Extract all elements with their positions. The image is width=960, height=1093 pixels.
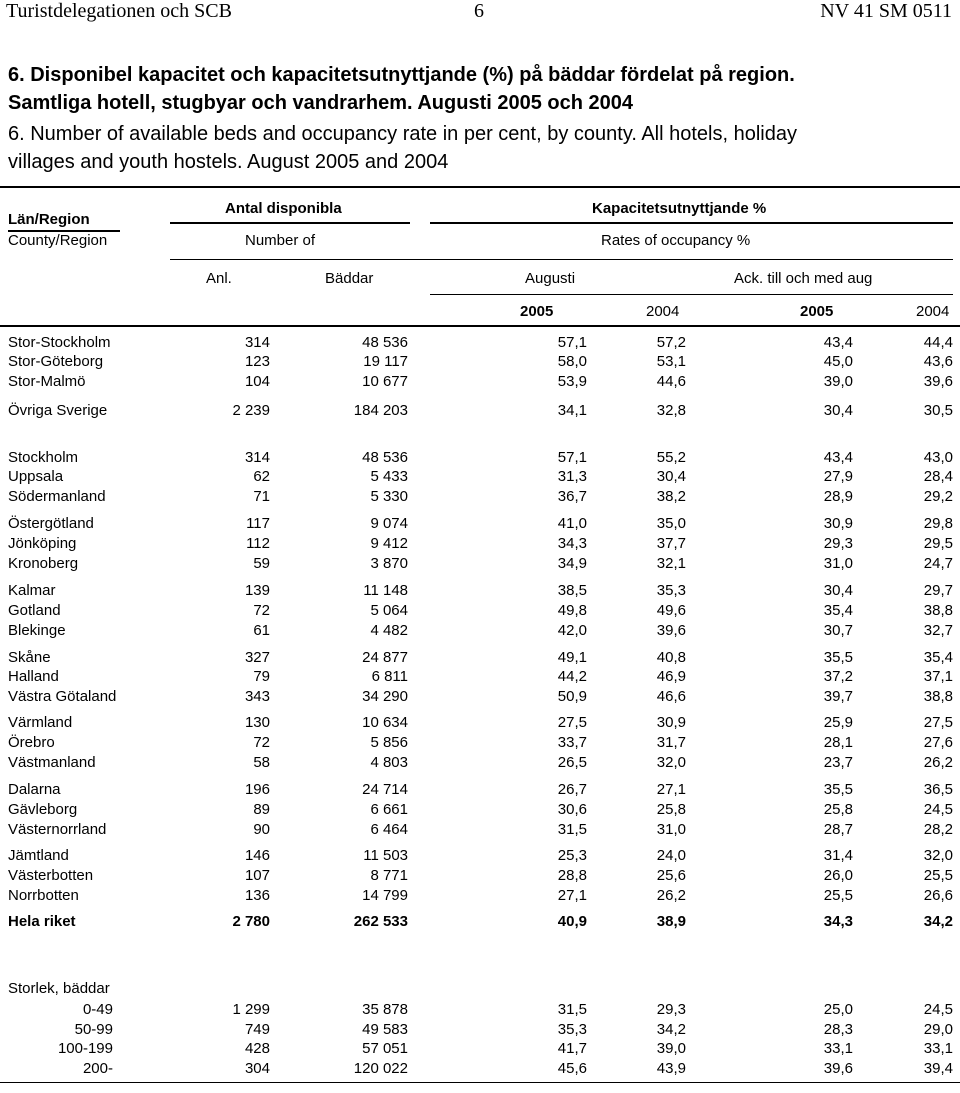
cell-c05: 37,2 <box>823 668 853 685</box>
cell-beds: 8 771 <box>370 867 408 884</box>
cell-a05: 57,1 <box>557 334 587 351</box>
cell-a05: 31,3 <box>557 468 587 485</box>
cell-a04: 32,8 <box>656 402 686 419</box>
table-header-bottom-rule <box>0 325 960 327</box>
cell-c04: 29,5 <box>923 535 953 552</box>
cell-c04: 36,5 <box>923 781 953 798</box>
cell-a05: 53,9 <box>557 373 587 390</box>
cell-c05: 25,8 <box>823 801 853 818</box>
cell-beds: 5 330 <box>370 488 408 505</box>
cell-c05: 30,4 <box>823 402 853 419</box>
cell-beds: 262 533 <box>353 913 408 930</box>
cell-anl: 130 <box>244 714 270 731</box>
title-english-line1: 6. Number of available beds and occupancy rate in per cent, by county. All hotels, holiday <box>8 123 797 145</box>
cell-beds: 6 661 <box>370 801 408 818</box>
row-label: Blekinge <box>8 622 66 639</box>
cell-beds: 10 634 <box>362 714 408 731</box>
title-swedish-line1: 6. Disponibel kapacitet och kapacitetsutnyttjande (%) på bäddar fördelat på region. <box>8 64 795 86</box>
column-header-cum-2005: 2005 <box>800 303 834 320</box>
cell-a04: 32,0 <box>656 754 686 771</box>
cell-c05: 28,3 <box>823 1021 853 1038</box>
cell-c05: 34,3 <box>823 913 853 930</box>
cell-beds: 35 878 <box>362 1001 408 1018</box>
table-top-rule <box>0 186 960 188</box>
cell-anl: 314 <box>244 449 270 466</box>
cell-c05: 31,0 <box>823 555 853 572</box>
cell-a05: 49,8 <box>557 602 587 619</box>
cell-c04: 24,7 <box>923 555 953 572</box>
row-label: Hela riket <box>8 913 76 930</box>
cell-a04: 57,2 <box>656 334 686 351</box>
cell-anl: 104 <box>244 373 270 390</box>
capacity-underline <box>170 222 410 224</box>
cell-c05: 39,6 <box>823 1060 853 1077</box>
cell-anl: 107 <box>244 867 270 884</box>
cell-c05: 25,5 <box>823 887 853 904</box>
cell-beds: 14 799 <box>362 887 408 904</box>
column-header-cum-2004: 2004 <box>916 303 950 320</box>
row-label: Skåne <box>8 649 51 666</box>
cell-a05: 33,7 <box>557 734 587 751</box>
cell-beds: 9 412 <box>370 535 408 552</box>
column-header-region-en: County/Region <box>8 232 108 249</box>
row-label: Kalmar <box>8 582 56 599</box>
cell-beds: 19 117 <box>363 353 408 370</box>
cell-c04: 30,5 <box>923 402 953 419</box>
column-header-aug-2005: 2005 <box>520 303 554 320</box>
cell-a04: 38,2 <box>656 488 686 505</box>
cell-anl: 139 <box>244 582 270 599</box>
cell-c05: 35,5 <box>823 649 853 666</box>
cell-anl: 72 <box>253 602 270 619</box>
cell-c05: 31,4 <box>823 847 853 864</box>
cell-anl: 59 <box>253 555 270 572</box>
row-label: Gävleborg <box>8 801 78 818</box>
cell-c04: 33,1 <box>923 1040 953 1057</box>
row-label: Stor-Malmö <box>8 373 86 390</box>
cell-anl: 112 <box>246 535 270 552</box>
cell-a04: 39,6 <box>656 622 686 639</box>
cell-anl: 1 299 <box>232 1001 270 1018</box>
cell-c05: 23,7 <box>823 754 853 771</box>
row-label: Övriga Sverige <box>8 402 108 419</box>
cell-c04: 28,2 <box>923 821 953 838</box>
cell-a04: 35,0 <box>656 515 686 532</box>
cell-c05: 27,9 <box>823 468 853 485</box>
cell-a04: 32,1 <box>656 555 686 572</box>
cell-a05: 41,7 <box>557 1040 587 1057</box>
column-header-occupancy-sv: Kapacitetsutnyttjande % <box>592 200 767 217</box>
cell-c04: 29,7 <box>923 582 953 599</box>
cell-a04: 26,2 <box>656 887 686 904</box>
cell-a04: 39,0 <box>656 1040 686 1057</box>
cell-c05: 28,9 <box>823 488 853 505</box>
cell-a04: 25,6 <box>656 867 686 884</box>
cell-anl: 136 <box>244 887 270 904</box>
column-header-region-sv: Län/Region <box>8 211 90 228</box>
cell-c04: 32,0 <box>923 847 953 864</box>
cell-c05: 33,1 <box>823 1040 853 1057</box>
cell-anl: 117 <box>246 515 270 532</box>
row-label: Södermanland <box>8 488 106 505</box>
cell-anl: 62 <box>253 468 270 485</box>
cell-anl: 72 <box>253 734 270 751</box>
cell-a04: 30,4 <box>656 468 686 485</box>
cell-c05: 39,0 <box>823 373 853 390</box>
cell-c04: 34,2 <box>923 913 953 930</box>
cell-beds: 48 536 <box>362 449 408 466</box>
row-label: Kronoberg <box>8 555 79 572</box>
cell-c05: 43,4 <box>823 449 853 466</box>
cell-a05: 36,7 <box>557 488 587 505</box>
cell-c05: 43,4 <box>823 334 853 351</box>
cell-c04: 43,0 <box>923 449 953 466</box>
cell-a04: 38,9 <box>656 913 686 930</box>
cell-c05: 30,4 <box>823 582 853 599</box>
row-label: Uppsala <box>8 468 64 485</box>
cell-a04: 37,7 <box>656 535 686 552</box>
cell-anl: 327 <box>244 649 270 666</box>
cell-c04: 29,0 <box>923 1021 953 1038</box>
cell-a04: 53,1 <box>656 353 686 370</box>
cell-a05: 44,2 <box>557 668 587 685</box>
cell-c04: 29,8 <box>923 515 953 532</box>
cell-a05: 45,6 <box>557 1060 587 1077</box>
cell-beds: 4 482 <box>370 622 408 639</box>
cell-a04: 24,0 <box>656 847 686 864</box>
cell-beds: 9 074 <box>370 515 408 532</box>
cell-c04: 24,5 <box>923 1001 953 1018</box>
cell-beds: 6 464 <box>370 821 408 838</box>
cell-c05: 28,7 <box>823 821 853 838</box>
cell-a05: 34,3 <box>557 535 587 552</box>
cell-c04: 27,6 <box>923 734 953 751</box>
row-label: Stor-Stockholm <box>8 334 111 351</box>
header-report-id: NV 41 SM 0511 <box>820 0 952 22</box>
cell-a05: 26,7 <box>557 781 587 798</box>
row-label: Västernorrland <box>8 821 107 838</box>
size-row-label: 100-199 <box>57 1040 113 1057</box>
title-english-line2: villages and youth hostels. August 2005 and 2004 <box>8 151 449 173</box>
row-label: Västra Götaland <box>8 688 117 705</box>
cell-a05: 26,5 <box>557 754 587 771</box>
cell-beds: 5 856 <box>370 734 408 751</box>
column-header-capacity-en: Number of <box>245 232 316 249</box>
cell-a05: 41,0 <box>557 515 587 532</box>
row-label: Västmanland <box>8 754 96 771</box>
cell-a04: 31,0 <box>656 821 686 838</box>
cell-a05: 27,1 <box>557 887 587 904</box>
cell-a04: 55,2 <box>656 449 686 466</box>
cell-anl: 89 <box>253 801 270 818</box>
cell-c05: 29,3 <box>823 535 853 552</box>
row-label: Halland <box>8 668 59 685</box>
cell-c05: 35,4 <box>823 602 853 619</box>
cell-c05: 39,7 <box>823 688 853 705</box>
column-header-beds: Bäddar <box>325 270 374 287</box>
row-label: Värmland <box>8 714 73 731</box>
row-label: Stor-Göteborg <box>8 353 104 370</box>
cell-beds: 24 877 <box>362 649 408 666</box>
cell-anl: 196 <box>244 781 270 798</box>
cell-a04: 25,8 <box>656 801 686 818</box>
row-label: Östergötland <box>8 515 94 532</box>
cell-anl: 314 <box>244 334 270 351</box>
cell-a04: 43,9 <box>656 1060 686 1077</box>
subheader-top-rule <box>170 259 953 260</box>
cell-a04: 44,6 <box>656 373 686 390</box>
row-label: Norrbotten <box>8 887 79 904</box>
cell-beds: 57 051 <box>362 1040 408 1057</box>
size-section-label: Storlek, bäddar <box>8 980 110 997</box>
cell-a05: 58,0 <box>557 353 587 370</box>
column-header-cumulative: Ack. till och med aug <box>734 270 873 287</box>
cell-a04: 35,3 <box>656 582 686 599</box>
cell-a04: 29,3 <box>656 1001 686 1018</box>
row-label: Gotland <box>8 602 61 619</box>
cell-beds: 11 148 <box>363 582 408 599</box>
cell-c04: 29,2 <box>923 488 953 505</box>
cell-a05: 49,1 <box>557 649 587 666</box>
cell-a05: 27,5 <box>557 714 587 731</box>
cell-c04: 44,4 <box>923 334 953 351</box>
column-header-anl: Anl. <box>206 270 232 287</box>
cell-c05: 35,5 <box>823 781 853 798</box>
cell-beds: 6 811 <box>371 668 408 685</box>
cell-c05: 45,0 <box>823 353 853 370</box>
cell-c04: 37,1 <box>923 668 953 685</box>
cell-beds: 11 503 <box>363 847 408 864</box>
cell-a05: 57,1 <box>557 449 587 466</box>
row-label: Jämtland <box>8 847 69 864</box>
cell-anl: 749 <box>244 1021 270 1038</box>
cell-c05: 28,1 <box>823 734 853 751</box>
cell-anl: 428 <box>244 1040 270 1057</box>
cell-beds: 4 803 <box>370 754 408 771</box>
column-header-occupancy-en: Rates of occupancy % <box>601 232 751 249</box>
row-label: Jönköping <box>8 535 77 552</box>
column-header-august: Augusti <box>525 270 576 287</box>
cell-a05: 40,9 <box>557 913 587 930</box>
row-label: Stockholm <box>8 449 79 466</box>
cell-a04: 49,6 <box>656 602 686 619</box>
cell-a04: 46,6 <box>656 688 686 705</box>
cell-anl: 90 <box>253 821 270 838</box>
row-label: Dalarna <box>8 781 61 798</box>
cell-a04: 30,9 <box>656 714 686 731</box>
cell-anl: 61 <box>253 622 270 639</box>
cell-anl: 304 <box>244 1060 270 1077</box>
column-header-aug-2004: 2004 <box>646 303 680 320</box>
cell-a05: 28,8 <box>557 867 587 884</box>
cell-a05: 50,9 <box>557 688 587 705</box>
cell-a05: 31,5 <box>557 1001 587 1018</box>
cell-beds: 5 433 <box>370 468 408 485</box>
cell-anl: 71 <box>253 488 270 505</box>
cell-c04: 39,4 <box>923 1060 953 1077</box>
cell-beds: 5 064 <box>370 602 408 619</box>
cell-beds: 34 290 <box>362 688 408 705</box>
cell-a04: 27,1 <box>656 781 686 798</box>
cell-a04: 34,2 <box>656 1021 686 1038</box>
cell-a05: 25,3 <box>557 847 587 864</box>
cell-c04: 43,6 <box>923 353 953 370</box>
cell-c04: 27,5 <box>923 714 953 731</box>
cell-beds: 10 677 <box>362 373 408 390</box>
size-row-label: 200- <box>82 1060 113 1077</box>
cell-c05: 26,0 <box>823 867 853 884</box>
cell-beds: 184 203 <box>353 402 408 419</box>
cell-beds: 48 536 <box>362 334 408 351</box>
header-publisher: Turistdelegationen och SCB <box>6 0 232 22</box>
cell-anl: 343 <box>244 688 270 705</box>
cell-beds: 24 714 <box>362 781 408 798</box>
cell-a05: 34,1 <box>557 402 587 419</box>
row-label: Västerbotten <box>8 867 94 884</box>
cell-c05: 25,0 <box>823 1001 853 1018</box>
table-bottom-rule <box>0 1082 960 1083</box>
cell-a05: 31,5 <box>557 821 587 838</box>
cell-a05: 35,3 <box>557 1021 587 1038</box>
cell-c04: 28,4 <box>923 468 953 485</box>
cell-c04: 32,7 <box>923 622 953 639</box>
header-page-number: 6 <box>474 0 484 22</box>
column-header-capacity-sv: Antal disponibla <box>225 200 342 217</box>
cell-anl: 58 <box>253 754 270 771</box>
cell-c04: 38,8 <box>923 688 953 705</box>
cell-a04: 40,8 <box>656 649 686 666</box>
cell-beds: 3 870 <box>370 555 408 572</box>
cell-a05: 38,5 <box>557 582 587 599</box>
cell-c05: 30,7 <box>823 622 853 639</box>
cell-c04: 38,8 <box>923 602 953 619</box>
cell-a05: 34,9 <box>557 555 587 572</box>
cell-a04: 31,7 <box>656 734 686 751</box>
cell-c04: 39,6 <box>923 373 953 390</box>
cell-a05: 30,6 <box>557 801 587 818</box>
cell-a05: 42,0 <box>557 622 587 639</box>
title-swedish-line2: Samtliga hotell, stugbyar och vandrarhem. Augusti 2005 och 2004 <box>8 92 633 114</box>
cell-c05: 25,9 <box>823 714 853 731</box>
cell-anl: 123 <box>244 353 270 370</box>
cell-c04: 25,5 <box>923 867 953 884</box>
cell-anl: 2 239 <box>232 402 270 419</box>
cell-anl: 2 780 <box>232 913 270 930</box>
cell-anl: 79 <box>253 668 270 685</box>
size-row-label: 50-99 <box>74 1021 113 1038</box>
occupancy-underline <box>430 222 953 224</box>
cell-a04: 46,9 <box>656 668 686 685</box>
row-label: Örebro <box>8 734 55 751</box>
year-top-rule <box>430 294 953 295</box>
cell-c05: 30,9 <box>823 515 853 532</box>
cell-c04: 35,4 <box>923 649 953 666</box>
cell-beds: 120 022 <box>353 1060 408 1077</box>
cell-c04: 24,5 <box>923 801 953 818</box>
size-row-label: 0-49 <box>82 1001 113 1018</box>
cell-c04: 26,2 <box>923 754 953 771</box>
cell-anl: 146 <box>244 847 270 864</box>
cell-c04: 26,6 <box>923 887 953 904</box>
cell-beds: 49 583 <box>362 1021 408 1038</box>
